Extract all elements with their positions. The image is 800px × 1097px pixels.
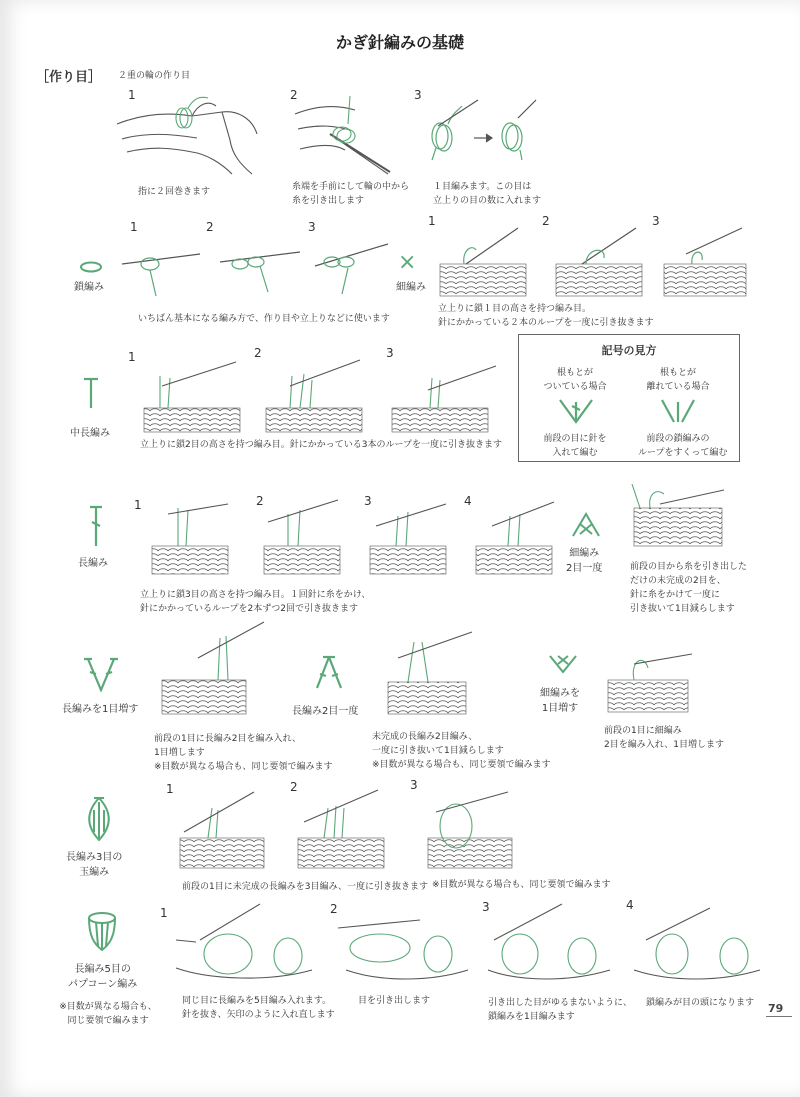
step-number: 2 (330, 902, 338, 916)
section-label-foundation: ［作り目］ (36, 70, 102, 85)
sc2tog-symbol-icon (570, 510, 602, 538)
caption: 引き出した目がゆるまないように、 鎖編みを1目編みます (488, 998, 633, 1022)
step-number: 3 (308, 220, 316, 234)
step-number: 1 (166, 782, 174, 796)
bobble-symbol-icon (86, 796, 112, 842)
illustration-ring-hand-2 (290, 94, 400, 180)
caption: 立上りに鎖１目の高さを持つ編み目。 針にかかっている２本のループを一度に引き抜きます (438, 304, 654, 328)
caption: 前段の1目に未完成の長編みを3目編み、一度に引き抜きます (182, 882, 428, 892)
legend-left-heading: 根もとが ついている場合 (543, 368, 607, 392)
step-number: 3 (414, 88, 422, 102)
step-number: 1 (130, 220, 138, 234)
caption: 未完成の長編み2目編み、 一度に引き抜いて1目減らします ※目数が異なる場合も、同じ要領で編みます (372, 732, 551, 770)
chain-symbol-icon (78, 260, 104, 274)
legend-right-description: 前段の鎖編みの ループをすくって編む (638, 434, 728, 458)
step-number: 4 (626, 898, 634, 912)
step-number: 3 (364, 494, 372, 508)
caption: 糸端を手前にして輪の中から 糸を引き出します (292, 182, 410, 206)
caption: 目を引き出します (358, 996, 431, 1006)
caption: 同じ目に長編みを5目編み入れます。 針を抜き、矢印のように入れ直します (182, 996, 335, 1020)
step-number: 2 (542, 214, 550, 228)
stitch-name-sc-increase: 細編みを 1目増す (540, 688, 580, 714)
step-number: 1 (128, 350, 136, 364)
dc-increase-symbol-icon (82, 656, 120, 692)
page-number-rule (766, 1016, 792, 1017)
joined-base-symbol-icon (556, 396, 596, 424)
stitch-name-dc-increase: 長編みを1目増す (62, 704, 139, 715)
step-number: 2 (256, 494, 264, 508)
caption: 前段の目から糸を引き出した だけの未完成の2目を、 針に糸をかけて一度に 引き抜いて1目減らします (630, 562, 748, 614)
stitch-name-single: 細編み (396, 282, 426, 293)
illustration-double-swatches (148, 496, 558, 578)
page-number: 79 (768, 1002, 784, 1015)
legend-left-description: 前段の目に針を 入れて編む (543, 434, 607, 458)
half-double-crochet-symbol-icon (82, 376, 100, 410)
caption: 前段の1目に細編み 2目を編み入れ、1目増します (604, 726, 724, 750)
section-subtitle-foundation: ２重の輪の作り目 (118, 71, 191, 81)
step-number: 3 (482, 900, 490, 914)
step-number: 1 (134, 498, 142, 512)
caption: 指に２回巻きます (138, 187, 211, 197)
stitch-name-half-double: 中長編み (70, 428, 110, 439)
step-number: 2 (290, 780, 298, 794)
illustration-popcorn-steps (170, 900, 770, 992)
stitch-name-chain: 鎖編み (74, 282, 104, 293)
stitch-name-bobble: 長編み3目の 玉編み (66, 852, 123, 878)
double-crochet-symbol-icon (88, 504, 104, 548)
illustration-sc2tog (630, 474, 726, 550)
illustration-dc2tog (378, 628, 474, 718)
illustration-sc-increase (604, 640, 694, 716)
illustration-bobble-swatches (174, 782, 514, 872)
caption: １目編みます。この目は 立上りの目の数に入れます (433, 182, 542, 206)
caption: 立上りに鎖2目の高さを持つ編み目。針にかかっている3本のループを一度に引き抜きます (140, 440, 503, 450)
illustration-ring-hand-1 (112, 94, 262, 180)
stitch-name-dc2tog: 長編み2目一度 (292, 706, 359, 717)
illustration-dc-increase (158, 618, 266, 718)
step-number: 3 (652, 214, 660, 228)
step-number: 4 (464, 494, 472, 508)
page-title: かぎ針編みの基礎 (335, 33, 464, 52)
stitch-name-sc2tog: 細編み 2目一度 (566, 548, 603, 574)
illustration-single-crochet-swatches (436, 224, 748, 300)
step-number: 3 (410, 778, 418, 792)
legend-title: 記号の見方 (601, 344, 657, 357)
bobble-note: ※目数が異なる場合も、同じ要領で編みます (432, 880, 611, 890)
caption: 鎖編みが目の頭になります (646, 998, 755, 1008)
caption: いちばん基本になる編み方で、作り目や立上りなどに使います (138, 314, 390, 324)
step-number: 2 (290, 88, 298, 102)
caption: 前段の1目に長編み2目を編み入れ、 1目増します ※目数が異なる場合も、同じ要領で編みます (154, 734, 333, 772)
step-number: 1 (160, 906, 168, 920)
sc-increase-symbol-icon (548, 652, 578, 674)
illustration-ring-step-3 (418, 96, 558, 162)
step-number: 1 (428, 214, 436, 228)
caption: 立上りに鎖3目の高さを持つ編み目。１回針に糸をかけ、 針にかかっているループを2本ずつ2回で引き抜きます (140, 590, 371, 614)
stitch-name-double: 長編み (78, 558, 108, 569)
step-number: 2 (254, 346, 262, 360)
dc2tog-symbol-icon (314, 654, 344, 690)
separate-base-symbol-icon (658, 396, 698, 424)
popcorn-note: ※目数が異なる場合も、 同じ要領で編みます (59, 1002, 157, 1026)
step-number: 1 (128, 88, 136, 102)
illustration-half-double-swatches (140, 356, 500, 436)
legend-right-heading: 根もとが 離れている場合 (646, 368, 710, 392)
illustration-chain-steps (120, 232, 390, 298)
step-number: 3 (386, 346, 394, 360)
single-crochet-symbol-icon: × (398, 250, 417, 275)
stitch-name-popcorn: 長編み5目の パプコーン編み (68, 964, 138, 990)
popcorn-symbol-icon (86, 910, 118, 952)
step-number: 2 (206, 220, 214, 234)
